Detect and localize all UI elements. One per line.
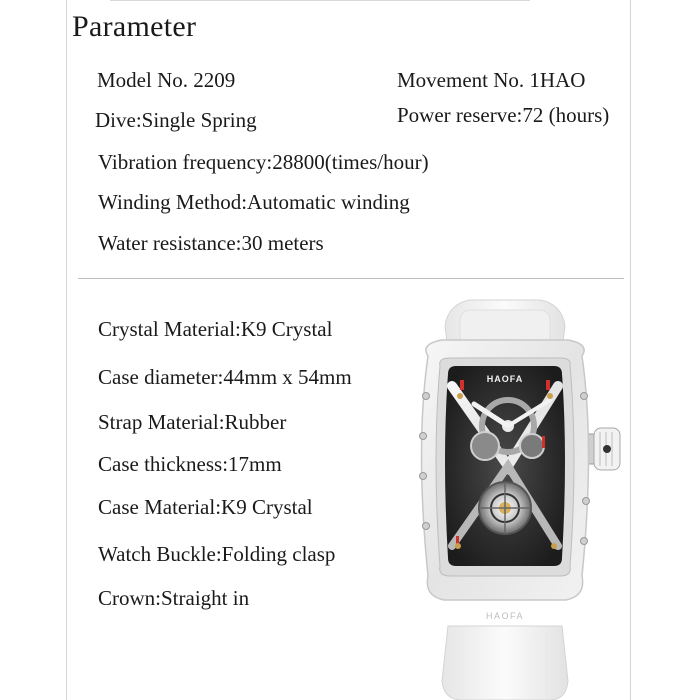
page-title: Parameter	[72, 10, 197, 43]
spec-case-diameter: Case diameter:44mm x 54mm	[98, 365, 352, 389]
spec-strap-material: Strap Material:Rubber	[98, 410, 287, 434]
spec-crystal-material: Crystal Material:K9 Crystal	[98, 317, 333, 341]
spec-case-material: Case Material:K9 Crystal	[98, 495, 313, 519]
right-border-line	[630, 0, 631, 700]
spec-model: Model No. 2209	[97, 68, 236, 92]
spec-movement: Movement No. 1HAO	[397, 68, 586, 92]
watch-illustration	[390, 296, 630, 700]
lower-strap	[442, 626, 568, 700]
spec-case-thickness: Case thickness:17mm	[98, 452, 282, 476]
spec-crown: Crown:Straight in	[98, 586, 250, 610]
spec-watch-buckle: Watch Buckle:Folding clasp	[98, 542, 336, 566]
section-divider	[78, 278, 624, 279]
brand-logo-top: HAOFA	[486, 374, 524, 384]
brand-logo-bottom: HAOFA	[485, 611, 525, 621]
spec-power-reserve: Power reserve:72 (hours)	[397, 103, 610, 127]
left-border-line	[66, 0, 67, 700]
spec-dive: Dive:Single Spring	[95, 108, 257, 132]
spec-vibration: Vibration frequency:28800(times/hour)	[98, 150, 429, 174]
spec-water-resistance: Water resistance:30 meters	[98, 231, 324, 255]
spec-winding: Winding Method:Automatic winding	[98, 190, 410, 214]
top-rule	[110, 0, 530, 1]
